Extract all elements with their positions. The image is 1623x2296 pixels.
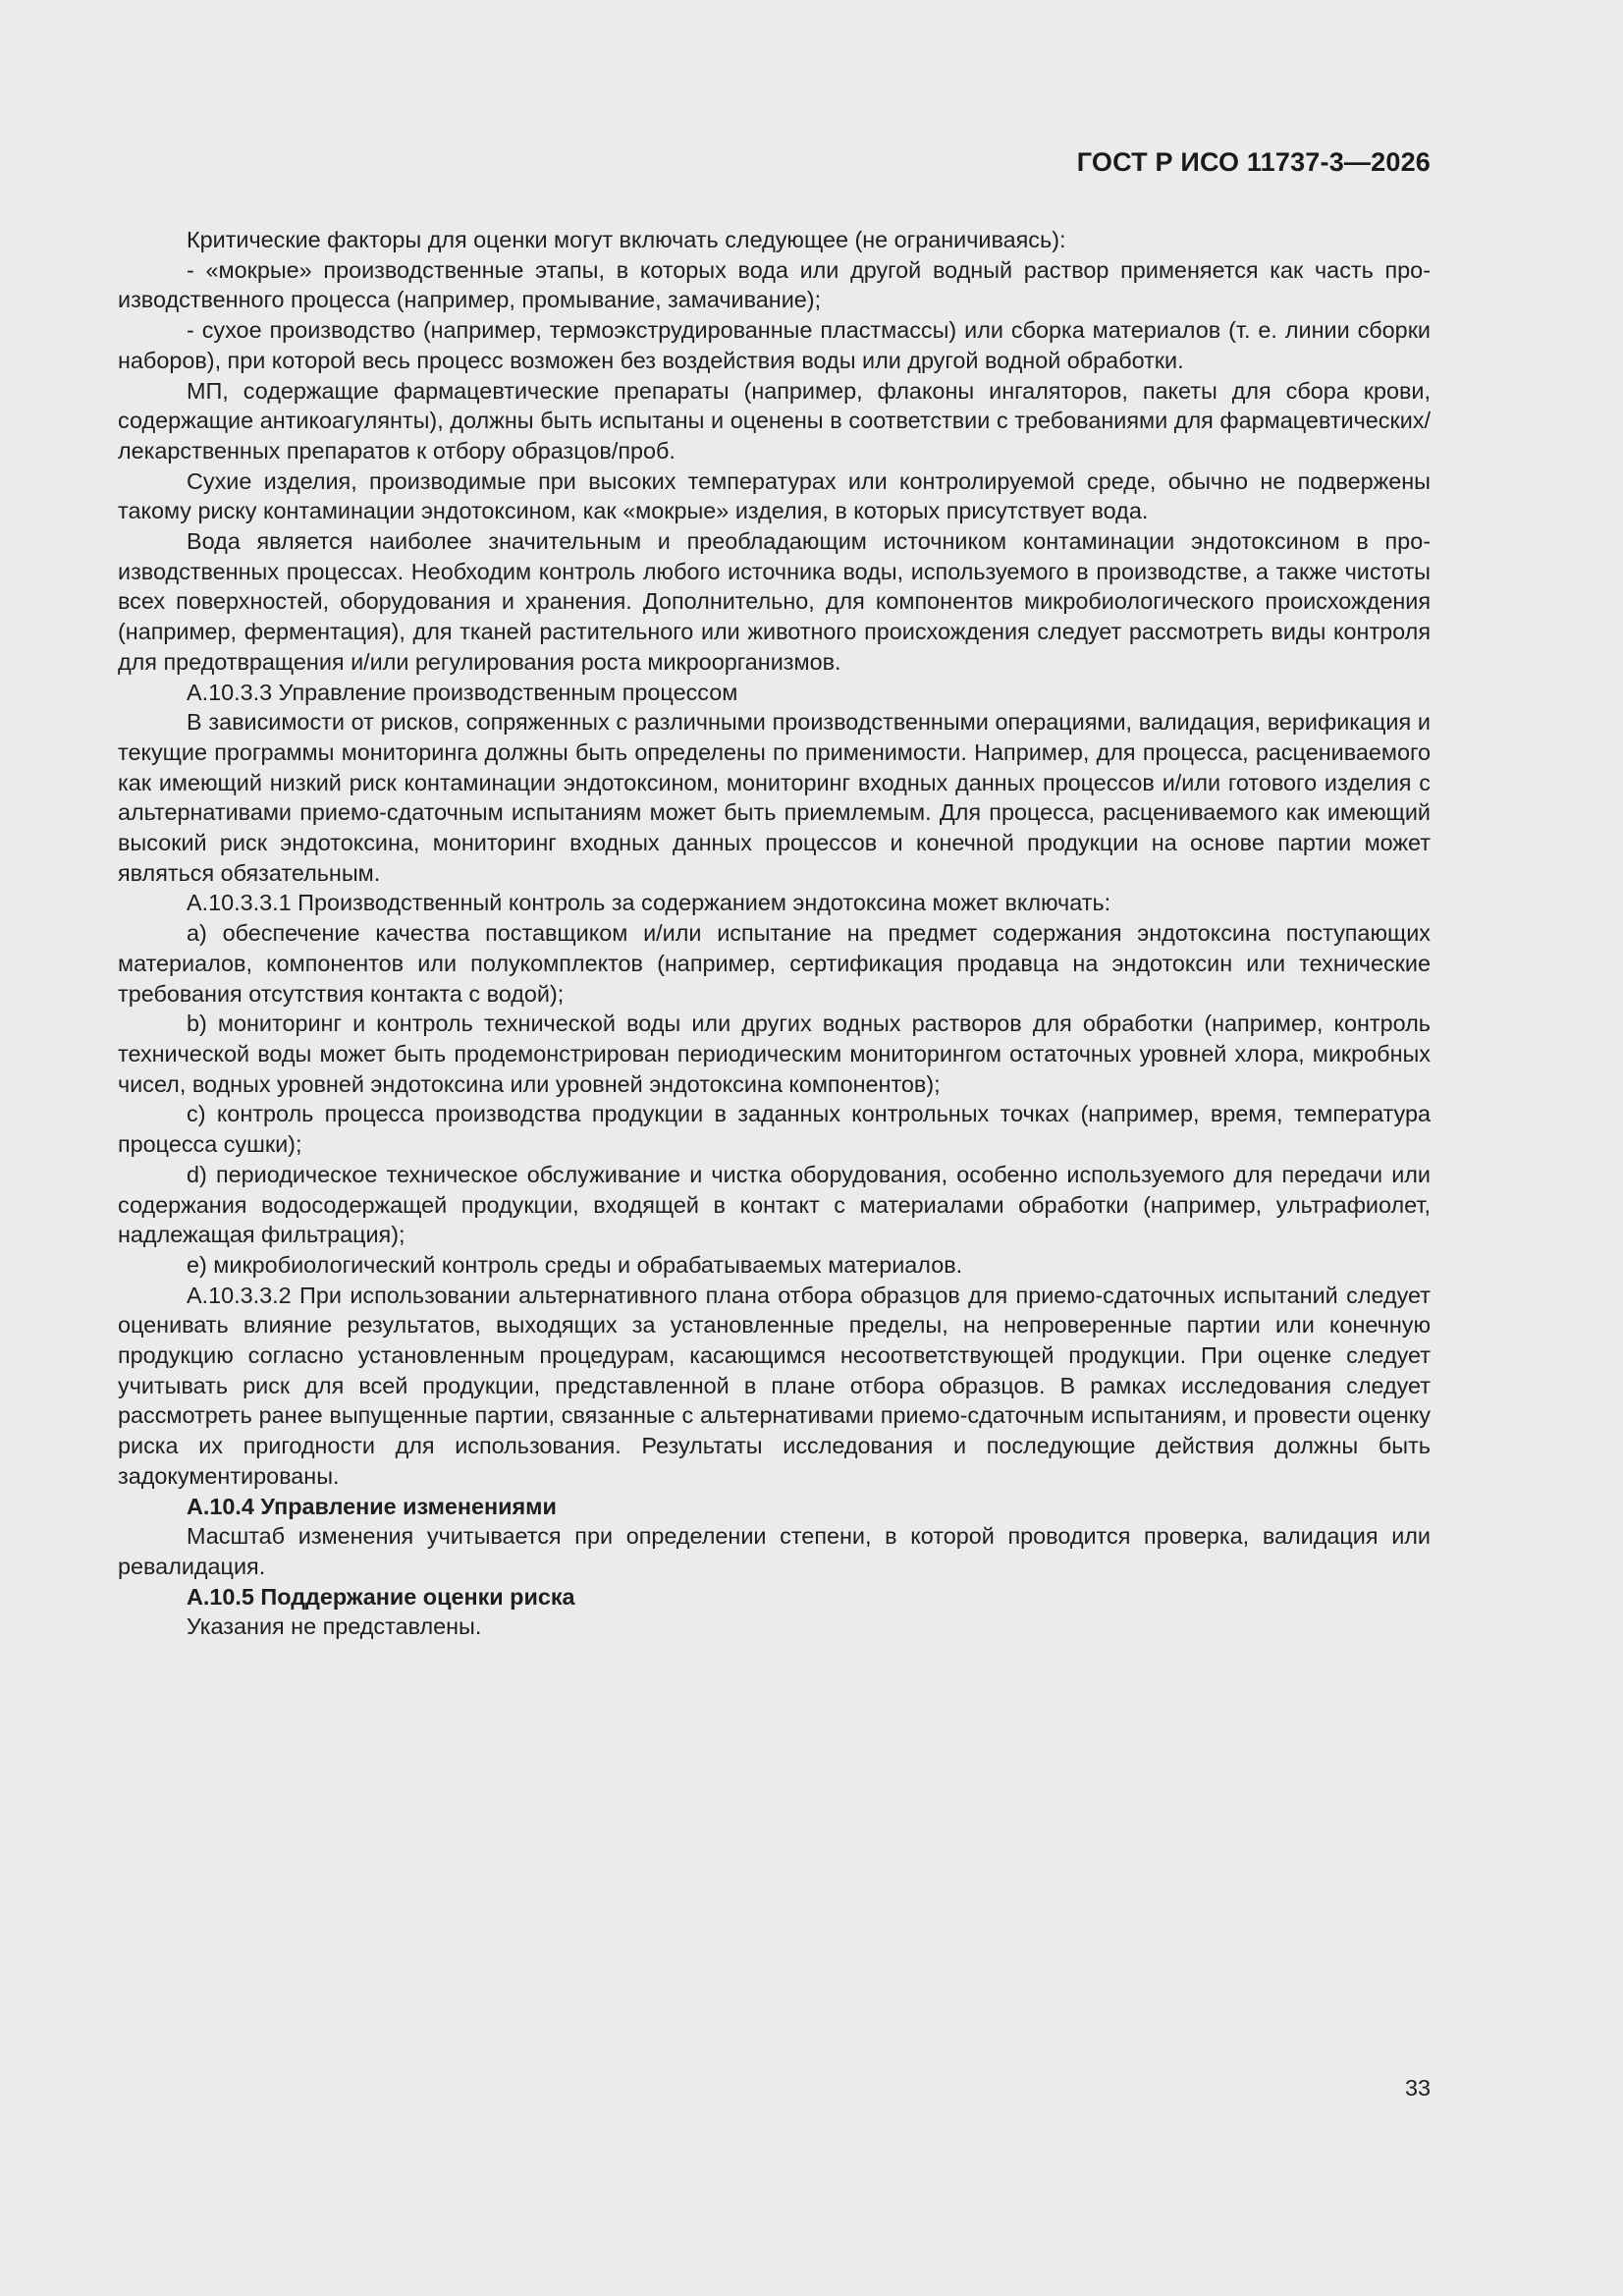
subsection-title: А.10.3.3 Управление производственным процессом bbox=[187, 679, 738, 705]
page-number: 33 bbox=[1404, 2075, 1431, 2101]
document-body bbox=[118, 225, 1431, 1642]
list-item: b) мониторинг и контроль технической воды или других водных растворов для обработки (например, контроль технической воды может быть продемонстрирован периодическим мониторингом остаточных уровней хлора, микробных чисел, водных уровней эндотоксина или уровней эндотоксина компонентов); bbox=[118, 1011, 1431, 1097]
paragraph: МП, содержащие фармацевтические препараты (например, флаконы ингаляторов, пакеты для сбора крови, содержащие антикоагулянты), должны быть испытаны и оценены в соответствии с требованиями для фармацевтических/лекарственных препаратов к отбору образцов/проб. bbox=[118, 377, 1431, 464]
document-header: ГОСТ Р ИСО 11737-3—2026 bbox=[1076, 147, 1431, 177]
paragraph: Вода является наиболее значительным и преобладающим источником контаминации эндотоксином в производственных процессах. Необходим контроль любого источника воды, используемого в производстве, а также чистоты всех поверхностей, оборудования и хранения. Дополнительно, для компонентов микробиологического происхождения (например, ферментация), для тканей растительного или животного происхождения следует рассмотреть виды контроля для предотвращения и/или регулирования роста микроорганизмов. bbox=[118, 528, 1431, 675]
list-item: e) микробиологический контроль среды и обрабатываемых материалов. bbox=[187, 1251, 963, 1278]
list-item: d) периодическое техническое обслуживание и чистка оборудования, особенно используемого для передачи или содержания водосодержащей продукции, входящей в контакт с материалами обработки (например, ультрафиолет, надлежащая фильтрация); bbox=[118, 1161, 1431, 1248]
paragraph: Сухие изделия, производимые при высоких температурах или контролируемой среде, обычно не подвержены такому риску контаминации эндотоксином, как «мокрые» изделия, в которых присутствует вода. bbox=[118, 467, 1431, 524]
list-item: c) контроль процесса производства продукции в заданных контрольных точках (например, время, температура процесса сушки); bbox=[118, 1101, 1431, 1158]
subsection-title: А.10.3.3.1 Производственный контроль за содержанием эндотоксина может включать: bbox=[187, 890, 1111, 916]
paragraph: Указания не представлены. bbox=[187, 1613, 482, 1640]
section-heading: А.10.4 Управление изменениями bbox=[187, 1493, 557, 1519]
paragraph: Критические факторы для оценки могут включать следующее (не ограничиваясь): bbox=[187, 227, 1066, 252]
list-item: - «мокрые» производственные этапы, в которых вода или другой водный раствор применяется как часть производственного процесса (например, промывание, замачивание); bbox=[118, 256, 1431, 313]
list-item: a) обеспечение качества поставщиком и/или испытание на предмет содержания эндотоксина поступающих материалов, компонентов или полукомплектов (например, сертификация продавца на эндотоксин или технические требования отсутствия контакта с водой); bbox=[118, 920, 1431, 1007]
paragraph: В зависимости от рисков, сопряженных с различными производственными операциями, валидация, верификация и текущие программы мониторинга должны быть определены по применимости. Например, для процесса, расцениваемого как имеющий низкий риск контаминации эндотоксином, мониторинг входных данных процессов и/или готового изделия с альтернативами приемо-сдаточным испытаниям может быть приемлемым. Для процесса, расцениваемого как имеющий высокий риск эндотоксина, мониторинг входных данных процессов и конечной продукции на основе партии может являться обязательным. bbox=[118, 709, 1431, 886]
paragraph: Масштаб изменения учитывается при определении степени, в которой проводится проверка, валидация или ревалидация. bbox=[118, 1523, 1431, 1579]
paragraph: А.10.3.3.2 При использовании альтернативного плана отбора образцов для приемо-сдаточных испытаний следует оценивать влияние результатов, выходящих за установленные пределы, на непроверенные партии или конечную продукцию согласно установленным процедурам, касающимся несоответствующей продукции. При оценке следует учитывать риск для всей продукции, представленной в плане отбора образцов. В рамках исследования следует рассмотреть ранее выпущенные партии, связанные с альтернативами приемо-сдаточным испытаниям, и провести оценку риска их пригодности для использования. Результаты исследования и последующие действия должны быть задокументированы. bbox=[118, 1282, 1431, 1489]
section-heading: А.10.5 Поддержание оценки риска bbox=[187, 1583, 575, 1610]
list-item: - сухое производство (например, термоэкструдированные пластмассы) или сборка материалов (т. е. линии сборки наборов), при которой весь процесс возможен без воздействия воды или другой водной обработки. bbox=[118, 317, 1431, 373]
